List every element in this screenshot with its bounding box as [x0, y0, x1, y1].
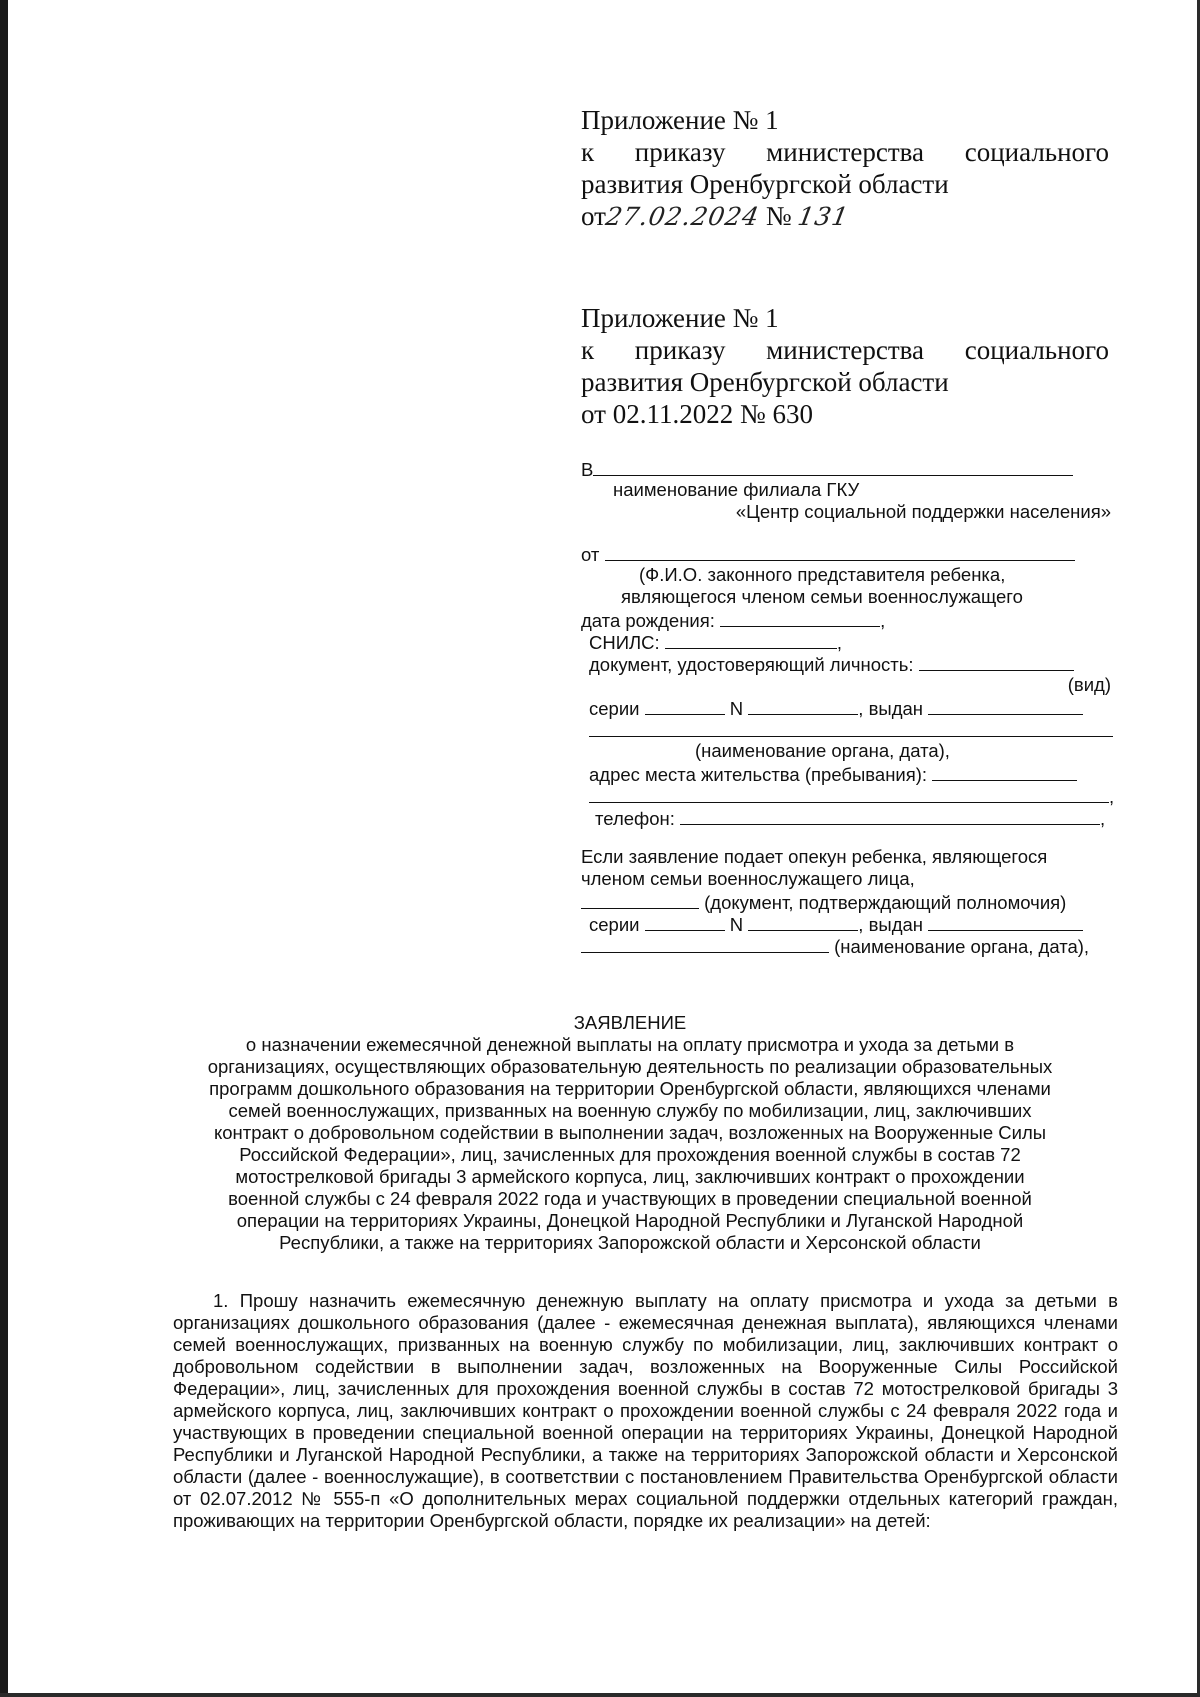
issued-label: , выдан — [858, 698, 924, 719]
scan-edge-bottom — [0, 1693, 1200, 1697]
number-sign: № — [765, 201, 792, 231]
appendix-line2 — [581, 136, 1109, 168]
issuer-field2[interactable] — [581, 934, 829, 953]
issuer-caption: (наименование органа, дата), — [695, 740, 950, 761]
comma: , — [836, 632, 842, 653]
appendix-date-line — [581, 200, 1109, 233]
to-prefix: В — [581, 459, 594, 480]
statement-line: семей военнослужащих, призванных на военную службу по мобилизации, лиц, заключивших — [228, 1100, 1032, 1121]
address-label: адрес места жительства (пребывания): — [589, 764, 928, 785]
statement-line: военной службы с 24 февраля 2022 года и участвующих в проведении специальной военной — [228, 1188, 1032, 1209]
issued-label: , выдан — [858, 914, 924, 935]
statement-line: Республики, а также на территориях Запорожской области и Херсонской области — [279, 1232, 981, 1253]
guardian-doc-row — [581, 890, 1111, 912]
word: к — [581, 137, 595, 167]
phone-label: телефон: — [595, 808, 675, 829]
appendix-line3: развития Оренбургской области — [581, 169, 949, 199]
guardian-line2: членом семьи военнослужащего лица, — [581, 868, 915, 889]
spacer — [581, 828, 1111, 846]
snils-row — [581, 630, 1111, 652]
comma: , — [1100, 808, 1106, 829]
statement-line: мотострелковой бригады 3 армейского корпуса, лиц, заключивших контракт о прохождении — [235, 1166, 1025, 1187]
statement-line: о назначении ежемесячной денежной выплаты на оплату присмотра и ухода за детьми в — [245, 1034, 1015, 1055]
id-doc-row — [581, 652, 1111, 674]
spacer — [581, 523, 1111, 542]
number-field[interactable] — [748, 696, 858, 715]
number-field[interactable] — [748, 912, 858, 931]
word: приказу — [634, 335, 726, 365]
series-field[interactable] — [645, 912, 725, 931]
guardian-line1: Если заявление подает опекун ребенка, являющегося — [581, 846, 1048, 867]
address-field[interactable] — [932, 762, 1077, 781]
handwritten-date: 27.02.2024 — [603, 202, 762, 231]
snils-field[interactable] — [665, 630, 837, 649]
from-prefix: от — [581, 544, 600, 565]
birth-label: дата рождения: — [581, 610, 715, 631]
guardian-doc-field[interactable] — [581, 890, 699, 909]
statement-title — [170, 1012, 1090, 1254]
address-row2 — [581, 784, 1115, 807]
appendix-title: Приложение № 1 — [581, 105, 779, 135]
issuer-row2 — [581, 934, 1111, 956]
paragraph-1: 1. Прошу назначить ежемесячную денежную выплату на оплату присмотра и ухода за детьми в организациях дошкольного образования (далее - ежемесячная денежная выплата), являющихся членами семей военнослужащих, призванных на военную службу по мобилизации, лиц, заключивших контракт о добровольном содействии в выполнении задач, возложенных на Вооруженные Силы Российской Федерации», лиц, зачисленных для прохождения военной службы в состав 72 мотострелковой бригады 3 армейского корпуса, лиц, заключивших контракт о прохождении военной службы с 24 февраля 2022 года и участвующих в проведении специальной военной операции на территориях Украины, Донецкой Народной Республики и Луганской Народной Республики, а также на территориях Запорожской области и Херсонской области (далее - военнослужащие), в соответствии с постановлением Правительства Оренбургской области от 02.07.2012 № 555-п «О дополнительных мерах социальной поддержки отдельных категорий граждан, проживающих на территории Оренбургской области, порядке их реализации» на детей: — [173, 1290, 1118, 1531]
handwritten-number: 131 — [795, 202, 852, 231]
body-text — [173, 1290, 1118, 1532]
word: министерства — [766, 335, 925, 365]
comma: , — [880, 610, 886, 631]
issued-field[interactable] — [928, 696, 1083, 715]
from-field[interactable] — [605, 542, 1075, 561]
statement-line: контракт о добровольном содействии в выполнении задач, возложенных на Вооруженные Силы — [213, 1122, 1047, 1143]
n-label: N — [729, 698, 744, 719]
address-field2[interactable] — [589, 784, 1109, 803]
series-label: серии — [589, 698, 640, 719]
statement-line: программ дошкольного образования на территории Оренбургской области, являющихся членами — [209, 1078, 1051, 1099]
appendix-header-new — [581, 104, 1109, 233]
n-label: N — [729, 914, 744, 935]
issuer-row — [581, 718, 1111, 740]
word: к — [581, 335, 595, 365]
series-label: серии — [589, 914, 640, 935]
birth-row — [581, 608, 1111, 630]
issued-field[interactable] — [928, 912, 1083, 931]
statement-heading: ЗАЯВЛЕНИЕ — [573, 1012, 687, 1033]
appendix-line3: развития Оренбургской области — [581, 367, 949, 397]
series-field[interactable] — [645, 696, 725, 715]
to-field[interactable] — [593, 457, 1073, 476]
statement-line: организациях, осуществляющих образовательную деятельность по реализации образовательных — [207, 1056, 1053, 1077]
birth-field[interactable] — [720, 608, 880, 627]
word: социального — [964, 137, 1109, 167]
word: социального — [964, 335, 1109, 365]
issuer-field[interactable] — [589, 718, 1113, 737]
phone-row — [581, 806, 1111, 828]
appendix-line2 — [581, 334, 1109, 366]
id-doc-field[interactable] — [919, 652, 1074, 671]
issuer-caption2: (наименование органа, дата), — [834, 936, 1090, 957]
appendix-title: Приложение № 1 — [581, 303, 779, 333]
to-caption1: наименование филиала ГКУ — [613, 479, 860, 500]
guardian-doc-caption: (документ, подтверждающий полномочия) — [704, 892, 1067, 913]
id-doc-label: документ, удостоверяющий личность: — [589, 654, 914, 675]
snils-label: СНИЛС: — [589, 632, 660, 653]
to-row — [581, 457, 1111, 479]
statement-line: Российской Федерации», лиц, зачисленных для прохождения военной службы в состав 72 — [239, 1144, 1021, 1165]
word: министерства — [766, 137, 925, 167]
series-row2 — [581, 912, 1111, 934]
address-row — [581, 762, 1111, 784]
word: приказу — [634, 137, 726, 167]
to-caption2: «Центр социальной поддержки населения» — [735, 501, 1111, 522]
statement-line: операции на территориях Украины, Донецкой Народной Республики и Луганской Народной — [236, 1210, 1024, 1231]
date-prefix: от — [581, 201, 606, 231]
scan-edge-left — [0, 0, 8, 1697]
series-row — [581, 696, 1111, 718]
appendix-line4: от 02.11.2022 № 630 — [581, 399, 813, 429]
appendix-header-old — [581, 302, 1109, 430]
from-caption1: (Ф.И.О. законного представителя ребенка, — [639, 564, 1006, 585]
applicant-form — [581, 457, 1115, 957]
from-row — [581, 542, 1111, 564]
from-caption2: являющегося членом семьи военнослужащего — [621, 586, 1023, 607]
phone-field[interactable] — [680, 806, 1100, 825]
vid-caption: (вид) — [1067, 674, 1111, 695]
comma: , — [1109, 786, 1115, 807]
